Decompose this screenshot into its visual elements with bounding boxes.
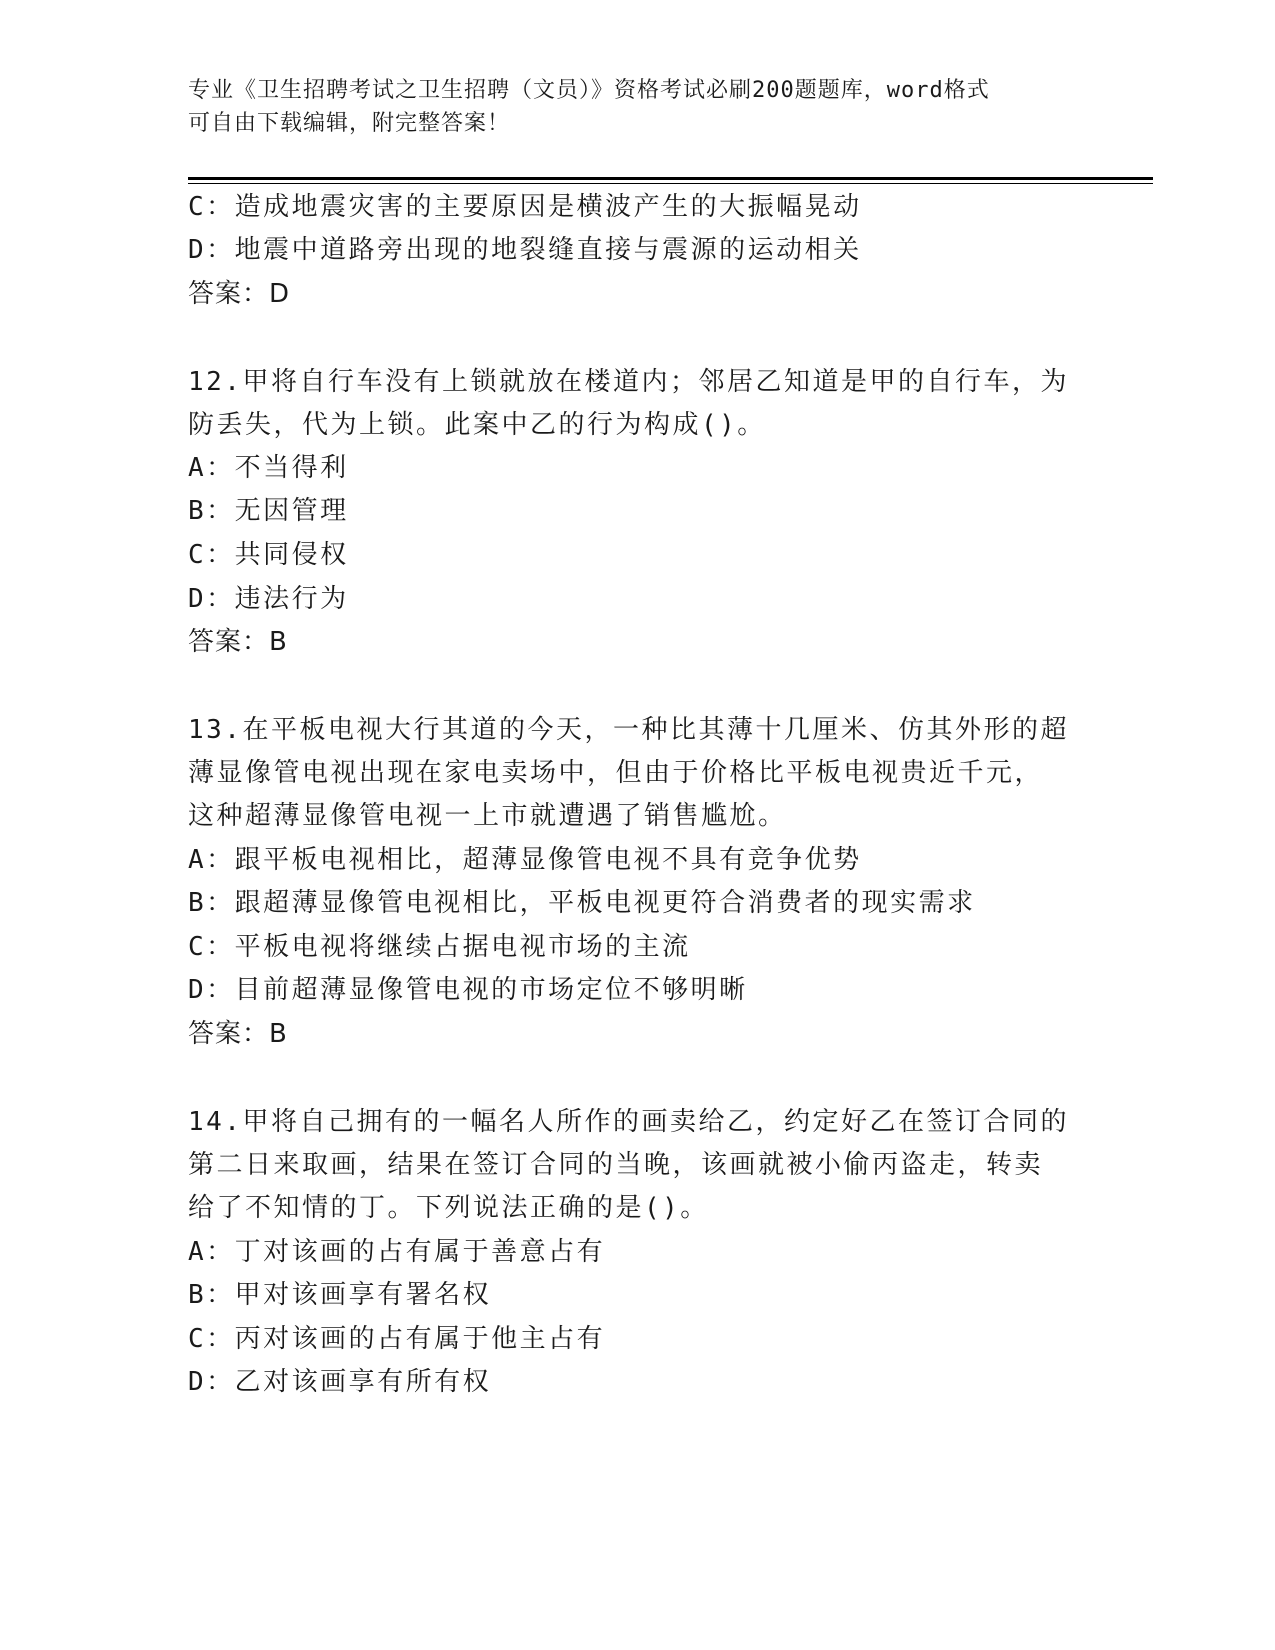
q13-option-c: C：平板电视将继续占据电视市场的主流 [188,932,691,962]
q13-stem-line-3: 这种超薄显像管电视一上市就遭遇了销售尴尬。 [188,801,787,831]
q13-answer: 答案：B [188,1019,288,1049]
q13-option-b: B：跟超薄显像管电视相比，平板电视更符合消费者的现实需求 [188,888,976,918]
q11-answer: 答案：D [188,279,291,309]
q13-option-a: A：跟平板电视相比，超薄显像管电视不具有竞争优势 [188,845,862,875]
q11-option-c: C：造成地震灾害的主要原因是横波产生的大振幅晃动 [188,192,862,222]
q14-option-b: B：甲对该画享有署名权 [188,1280,492,1310]
q12-option-a: A：不当得利 [188,453,349,483]
q13-stem-line-2: 薄显像管电视出现在家电卖场中，但由于价格比平板电视贵近千元， [188,758,1044,788]
q12-option-b: B：无因管理 [188,496,349,526]
q14-stem-line-2: 第二日来取画，结果在签订合同的当晚，该画就被小偷丙盗走，转卖 [188,1150,1044,1180]
q11-option-d: D：地震中道路旁出现的地裂缝直接与震源的运动相关 [188,235,862,265]
q12-answer: 答案：B [188,627,288,657]
header-rule-thick [188,177,1153,180]
q12-stem-line-1: 12.甲将自行车没有上锁就放在楼道内；邻居乙知道是甲的自行车，为 [188,367,1069,397]
q14-option-a: A：丁对该画的占有属于善意占有 [188,1237,606,1267]
q13-stem-line-1: 13.在平板电视大行其道的今天，一种比其薄十几厘米、仿其外形的超 [188,715,1069,745]
q14-option-c: C：丙对该画的占有属于他主占有 [188,1324,606,1354]
header-title-line-1: 专业《卫生招聘考试之卫生招聘（文员）》资格考试必刷200题题库，word格式 [188,78,990,103]
header-rule-thin [188,183,1153,184]
q12-stem-line-2: 防丢失，代为上锁。此案中乙的行为构成()。 [188,410,766,440]
header-title-line-2: 可自由下载编辑，附完整答案！ [188,111,511,136]
q13-option-d: D：目前超薄显像管电视的市场定位不够明晰 [188,975,748,1005]
q14-stem-line-3: 给了不知情的丁。下列说法正确的是()。 [188,1193,709,1223]
q12-option-c: C：共同侵权 [188,540,349,570]
q14-option-d: D：乙对该画享有所有权 [188,1367,492,1397]
q14-stem-line-1: 14.甲将自己拥有的一幅名人所作的画卖给乙，约定好乙在签订合同的 [188,1107,1069,1137]
document-header [188,74,1068,140]
q12-option-d: D：违法行为 [188,584,349,614]
